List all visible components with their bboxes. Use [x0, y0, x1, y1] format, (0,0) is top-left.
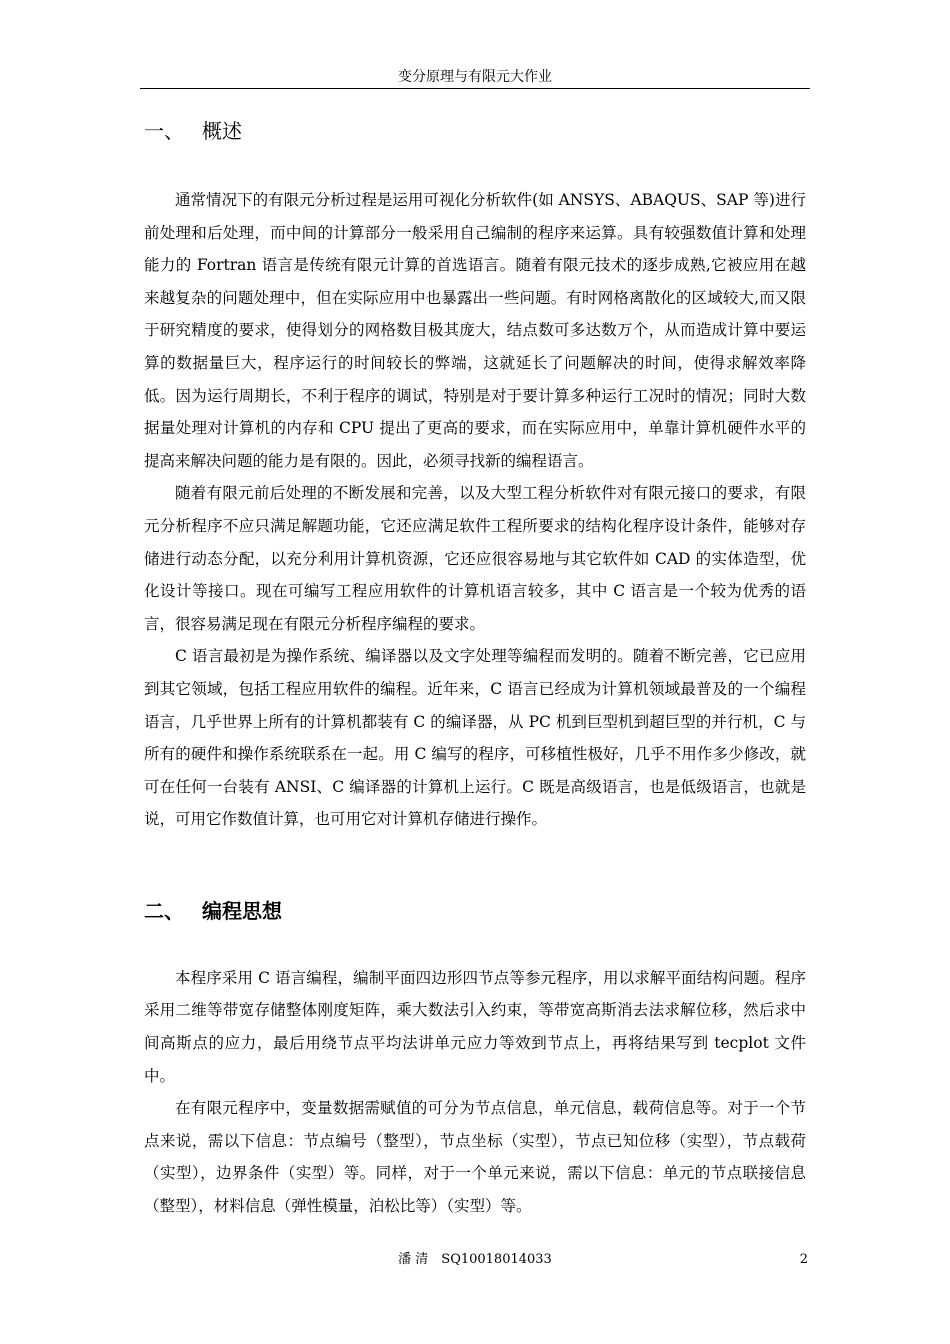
page-number: 2	[799, 1252, 808, 1267]
paragraph: C 语言最初是为操作系统、编译器以及文字处理等编程而发明的。随着不断完善，它已应用到其它领域，包括工程应用软件的编程。近年来，C 语言已经成为计算机领域最普及的一个编程语言，几乎世界上所有的计算机都装有 C 的编译器，从 PC 机到巨型机到超巨型的并行机，C 与所有的硬件和操作系统联系在一起。用 C 编写的程序，可移植性极好，几乎不用作多少修改，就可在任何一台装有 ANSI、C 编译器的计算机上运行。C 既是高级语言，也是低级语言，也就是说，可用它作数值计算，也可用它对计算机存储进行操作。	[144, 647, 806, 829]
section-body-overview	[144, 184, 806, 836]
section-heading-programming-idea	[144, 896, 806, 926]
section-number: 一、	[144, 119, 184, 143]
section-body-programming-idea	[144, 962, 806, 1223]
paragraph: 随着有限元前后处理的不断发展和完善，以及大型工程分析软件对有限元接口的要求，有限元分析程序不应只满足解题功能，它还应满足软件工程所要求的结构化程序设计条件，能够对存储进行动态分配，以充分利用计算机资源，它还应很容易地与其它软件如 CAD 的实体造型，优化设计等接口。现在可编写工程应用软件的计算机语言较多，其中 C 语言是一个较为优秀的语言，很容易满足现在有限元分析程序编程的要求。	[144, 484, 806, 633]
section-heading-overview	[144, 116, 806, 146]
header-title: 变分原理与有限元大作业	[398, 69, 552, 85]
section-title: 概述	[202, 119, 242, 143]
section-title: 编程思想	[202, 898, 282, 923]
footer-author: 潘 清 SQ10018014033	[398, 1252, 552, 1267]
paragraph: 本程序采用 C 语言编程，编制平面四边形四节点等参元程序，用以求解平面结构问题。程序采用二维等带宽存储整体刚度矩阵，乘大数法引入约束，等带宽高斯消去法求解位移，然后求中间高斯点的应力，最后用绕节点平均法讲单元应力等效到节点上，再将结果写到 tecplot 文件中。	[144, 968, 806, 1085]
paragraph: 在有限元程序中，变量数据需赋值的可分为节点信息，单元信息，载荷信息等。对于一个节点来说，需以下信息：节点编号（整型），节点坐标（实型），节点已知位移（实型），节点载荷（实型），边界条件（实型）等。同样，对于一个单元来说，需以下信息：单元的节点联接信息（整型），材料信息（弹性模量，泊松比等）（实型）等。	[144, 1099, 806, 1216]
page-content	[144, 110, 806, 1223]
page-header	[140, 68, 810, 89]
paragraph: 通常情况下的有限元分析过程是运用可视化分析软件(如 ANSYS、ABAQUS、SAP 等)进行前处理和后处理，而中间的计算部分一般采用自己编制的程序来运算。具有较强数值计算和处理能力的 Fortran 语言是传统有限元计算的首选语言。随着有限元技术的逐步成熟,它被应用在越来越复杂的问题处理中，但在实际应用中也暴露出一些问题。有时网格离散化的区域较大,而又限于研究精度的要求，使得划分的网格数目极其庞大，结点数可多达数万个，从而造成计算中要运算的数据量巨大，程序运行的时间较长的弊端，这就延长了问题解决的时间，使得求解效率降低。因为运行周期长，不利于程序的调试，特别是对于要计算多种运行工况时的情况；同时大数据量处理对计算机的内存和 CPU 提出了更高的要求，而在实际应用中，单靠计算机硬件水平的提高来解决问题的能力是有限的。因此，必须寻找新的编程语言。	[144, 191, 806, 470]
section-number: 二、	[144, 898, 184, 923]
